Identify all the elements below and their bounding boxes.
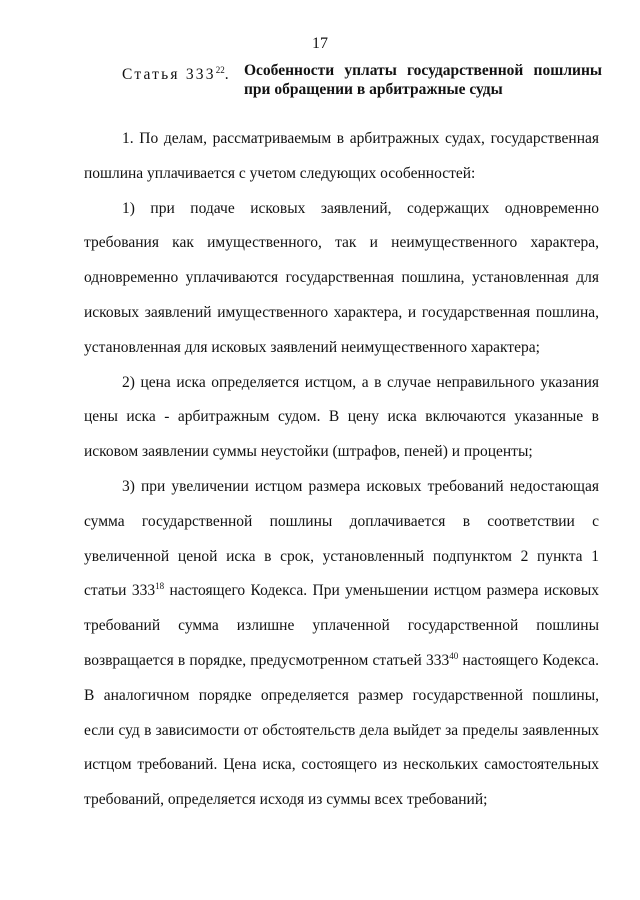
- paragraph-text: 1. По делам, рассматриваемым в арбитражных судах, государственная пошлина уплачивается с учетом следующих особенностей:: [84, 130, 599, 182]
- paragraph-text: настоящего Кодекса. В аналогичном порядке определяется размер государственной пошлины, если суд в зависимости от обстоятельств дела выйдет за пределы заявленных истцом требований. Цена иска, состоящего из нескольких самостоятельных требований, определяется исходя из суммы всех требований;: [84, 651, 599, 809]
- article-label-superscript: 22: [215, 65, 225, 75]
- article-title: Особенности уплаты государственной пошлины при обращении в арбитражные суды: [244, 62, 602, 98]
- paragraph-text: 3) при увеличении истцом размера исковых требований недостающая сумма государственной пошлины доплачивается в соответствии с увеличенной ценой иска в срок, установленный подпунктом 2 пункта 1 статьи 333: [84, 477, 599, 600]
- article-label-suffix: .: [224, 66, 231, 83]
- article-body: [84, 122, 599, 818]
- paragraph-text: настоящего Кодекса. При уменьшении истцом размера исковых требований сумма излишне уплаченной государственной пошлины возвращается в порядке, предусмотренном статьей 333: [84, 582, 599, 669]
- article-reference-superscript: 40: [449, 650, 459, 661]
- article-label: [122, 61, 244, 99]
- paragraph-1: [84, 122, 599, 192]
- article-heading: [122, 61, 602, 99]
- article-reference-superscript: 18: [155, 581, 165, 592]
- article-label-text: Статья 333: [122, 66, 216, 83]
- paragraph-2: [84, 192, 599, 366]
- paragraph-text: 2) цена иска определяется истцом, а в случае неправильного указания цены иска - арбитражным судом. В цену иска включаются указанные в исковом заявлении суммы неустойки (штрафов, пеней) и проценты;: [84, 373, 599, 461]
- paragraph-3: [84, 366, 599, 470]
- paragraph-4: [84, 470, 599, 818]
- page-number: 17: [312, 35, 328, 52]
- paragraph-text: 1) при подаче исковых заявлений, содержащих одновременно требования как имущественного, так и неимущественного характера, одновременно уплачиваются государственная пошлина, установленная для исковых заявлений имущественного характера, и государственная пошлина, установленная для исковых заявлений неимущественного характера;: [84, 199, 599, 356]
